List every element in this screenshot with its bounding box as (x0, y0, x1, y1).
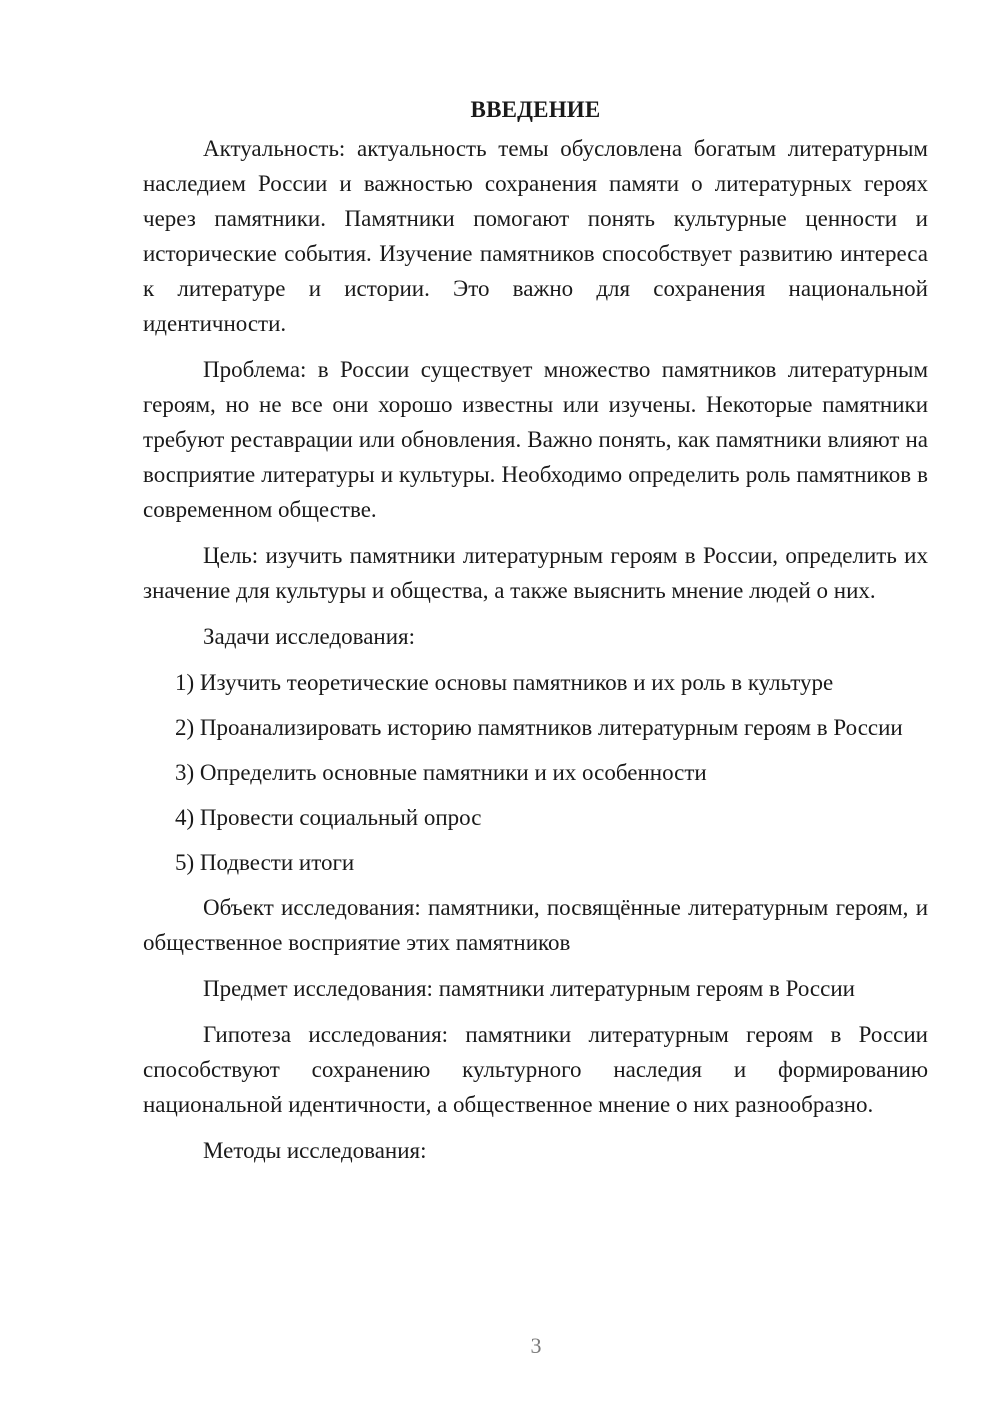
task-item: 5) Подвести итоги (175, 850, 355, 875)
task-item: 3) Определить основные памятники и их особенности (175, 760, 707, 785)
tasks-heading: Задачи исследования: (203, 624, 416, 649)
section-title: ВВЕДЕНИЕ (470, 97, 601, 122)
task-item: 1) Изучить теоретические основы памятников и их роль в культуре (175, 670, 834, 695)
task-item: 2) Проанализировать историю памятников литературным героям в России (175, 715, 903, 740)
paragraph-hypothesis: Гипотеза исследования: памятники литературным героям в России способствуют сохранению культурного наследия и формированию национальной идентичности, а общественное мнение о них разнообразно. (143, 1022, 928, 1117)
paragraph-subject: Предмет исследования: памятники литературным героям в России (203, 976, 855, 1001)
task-item: 4) Провести социальный опрос (175, 805, 482, 830)
paragraph-object: Объект исследования: памятники, посвящённые литературным героям, и общественное восприятие этих памятников (143, 895, 928, 955)
paragraph-problem: Проблема: в России существует множество памятников литературным героям, но не все они хорошо известны или изучены. Некоторые памятники требуют реставрации или обновления. Важно понять, как памятники влияют на восприятие литературы и культуры. Необходимо определить роль памятников в современном обществе. (143, 357, 928, 522)
document-page (143, 92, 928, 1179)
methods-heading: Методы исследования: (203, 1138, 427, 1163)
paragraph-relevance: Актуальность: актуальность темы обусловлена богатым литературным наследием России и важностью сохранения памяти о литературных героях через памятники. Памятники помогают понять культурные ценности и исторические события. Изучение памятников способствует развитию интереса к литературе и истории. Это важно для сохранения национальной идентичности. (143, 136, 928, 336)
page-number: 3 (530, 1333, 542, 1358)
paragraph-goal: Цель: изучить памятники литературным героям в России, определить их значение для культуры и общества, а также выяснить мнение людей о них. (143, 543, 928, 603)
tasks-list (143, 665, 928, 880)
